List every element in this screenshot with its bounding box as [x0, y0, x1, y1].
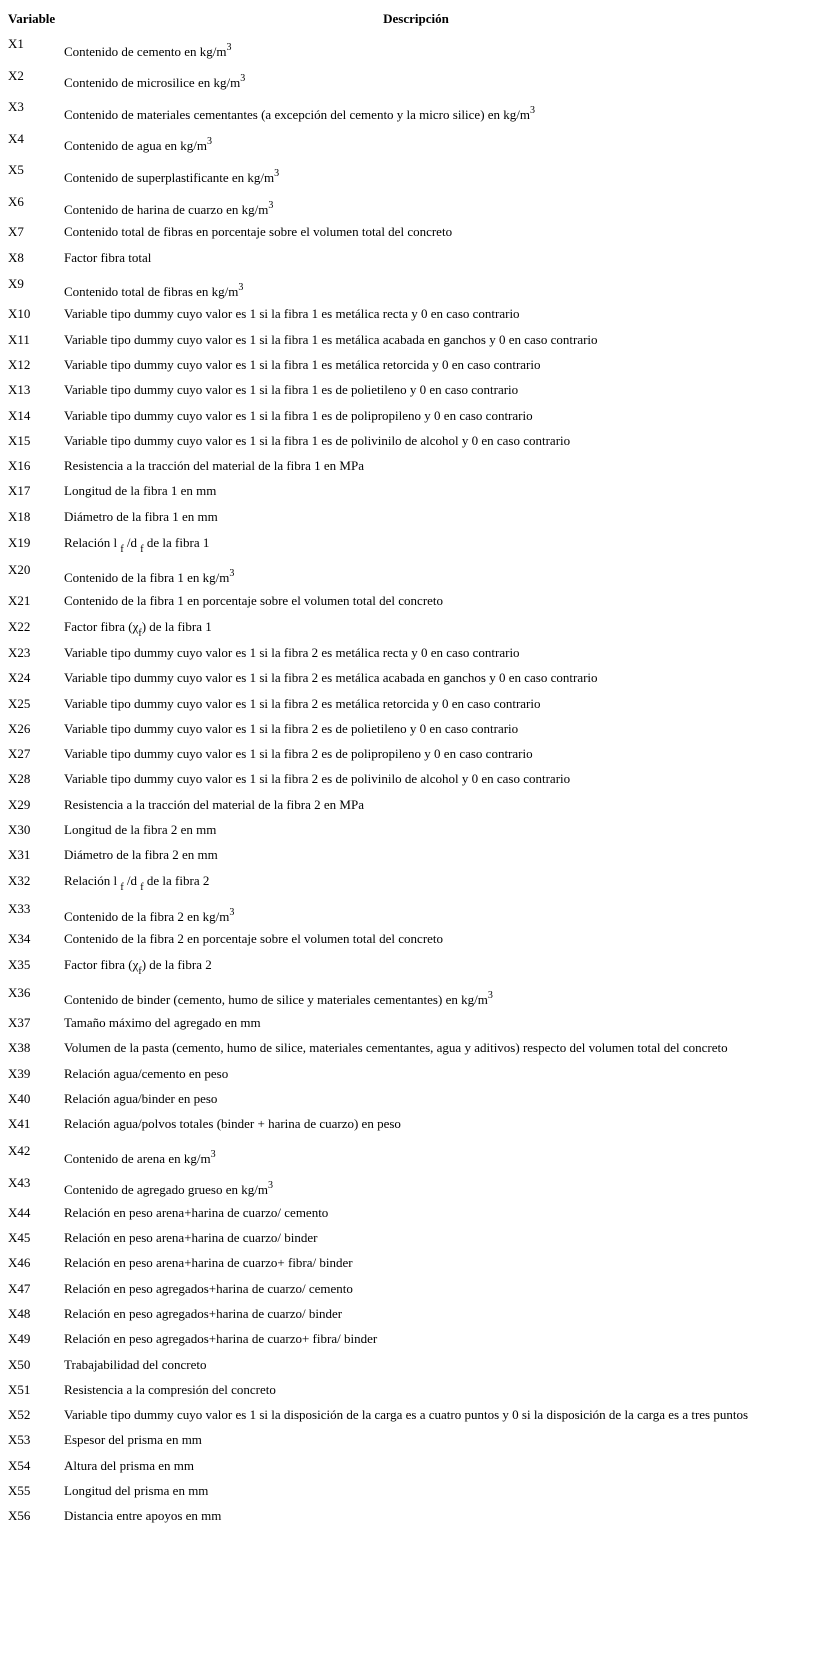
description-text: ) de la fibra 2 — [141, 957, 212, 973]
description-text: Variable tipo dummy cuyo valor es 1 si la fibra 2 es metálica retorcida y 0 en caso contrario — [64, 695, 541, 711]
description-cell — [64, 1306, 808, 1322]
description-cell — [64, 670, 808, 686]
table-row — [8, 1276, 808, 1301]
description-cell — [64, 1116, 808, 1132]
description-cell — [64, 1382, 808, 1398]
description-cell — [64, 41, 808, 60]
subscript: f — [120, 543, 124, 555]
variable-cell: X19 — [8, 534, 31, 550]
description-text: Variable tipo dummy cuyo valor es 1 si la fibra 1 es de polipropileno y 0 en caso contrario — [64, 407, 533, 423]
description-cell — [64, 1066, 808, 1082]
variable-cell: X30 — [8, 822, 31, 838]
variable-cell: X49 — [8, 1331, 31, 1347]
description-cell — [64, 873, 808, 894]
description-text: Relación en peso arena+harina de cuarzo/ cemento — [64, 1204, 329, 1220]
variable-cell: X25 — [8, 695, 31, 711]
table-row — [8, 1200, 808, 1225]
table-row — [8, 352, 808, 377]
description-text: Contenido de la fibra 2 en porcentaje sobre el volumen total del concreto — [64, 931, 444, 947]
table-row — [8, 125, 808, 157]
table-row — [8, 454, 808, 479]
table-row — [8, 1169, 808, 1201]
description-cell — [64, 224, 808, 240]
superscript: 3 — [267, 1180, 273, 1192]
table-row — [8, 1010, 808, 1035]
description-cell — [64, 534, 808, 555]
description-text: Contenido de microsilice en kg/m — [64, 75, 241, 91]
variable-cell: X21 — [8, 592, 31, 608]
variable-cell: X2 — [8, 67, 24, 83]
table-header — [8, 8, 808, 30]
table-row — [8, 895, 808, 927]
variable-cell: X10 — [8, 306, 31, 322]
table-row — [8, 613, 808, 640]
description-text: Distancia entre apoyos en mm — [64, 1508, 222, 1524]
table-row — [8, 1352, 808, 1377]
table-row — [8, 742, 808, 767]
variable-cell: X15 — [8, 432, 31, 448]
table-row — [8, 1478, 808, 1503]
table-row — [8, 1036, 808, 1061]
table-row — [8, 792, 808, 817]
description-cell — [64, 1255, 808, 1271]
superscript: 3 — [238, 281, 244, 293]
description-text: Contenido de superplastificante en kg/m — [64, 169, 275, 185]
description-cell — [64, 1148, 808, 1167]
variable-cell: X4 — [8, 130, 24, 146]
table-row — [8, 1403, 808, 1428]
table-row — [8, 30, 808, 62]
variable-cell: X50 — [8, 1356, 31, 1372]
description-text: Resistencia a la tracción del material de la fibra 1 en MPa — [64, 458, 364, 474]
variable-cell: X42 — [8, 1142, 31, 1158]
description-cell — [64, 1508, 808, 1524]
table-row — [8, 93, 808, 125]
table-row — [8, 1061, 808, 1086]
variable-cell: X29 — [8, 796, 31, 812]
table-row — [8, 270, 808, 302]
description-text: /d — [123, 534, 141, 550]
table-row — [8, 428, 808, 453]
description-cell — [64, 593, 808, 609]
variable-cell: X8 — [8, 249, 24, 265]
description-cell — [64, 199, 808, 218]
description-cell — [64, 408, 808, 424]
variable-cell: X47 — [8, 1280, 31, 1296]
description-text: Contenido de la fibra 2 en kg/m — [64, 908, 230, 924]
variable-cell: X35 — [8, 957, 31, 973]
description-cell — [64, 1281, 808, 1297]
superscript: 3 — [206, 136, 212, 148]
table-row — [8, 403, 808, 428]
description-text: Relación agua/cemento en peso — [64, 1065, 229, 1081]
description-text: /d — [123, 873, 141, 889]
table-row — [8, 378, 808, 403]
description-text: Relación en peso arena+harina de cuarzo+ fibra/ binder — [64, 1255, 353, 1271]
table-row — [8, 1301, 808, 1326]
variable-cell: X27 — [8, 746, 31, 762]
description-cell — [64, 104, 808, 123]
table-row — [8, 640, 808, 665]
description-cell — [64, 1015, 808, 1031]
table-row — [8, 716, 808, 741]
description-text: Variable tipo dummy cuyo valor es 1 si la fibra 2 es de polietileno y 0 en caso contrario — [64, 720, 519, 736]
superscript: 3 — [240, 73, 246, 85]
variable-cell: X11 — [8, 331, 30, 347]
table-row — [8, 188, 808, 220]
superscript: 3 — [229, 568, 235, 580]
description-text: Relación en peso agregados+harina de cuarzo+ fibra/ binder — [64, 1331, 378, 1347]
description-text: de la fibra 2 — [143, 873, 210, 889]
superscript: 3 — [229, 906, 235, 918]
variable-cell: X3 — [8, 99, 24, 115]
variables-table — [8, 8, 808, 1529]
description-cell — [64, 75, 808, 91]
description-cell — [64, 696, 808, 712]
description-cell — [64, 433, 808, 449]
description-text: Contenido de materiales cementantes (a excepción del cemento y la micro silice) en kg/m — [64, 106, 531, 122]
description-cell — [64, 1432, 808, 1448]
description-cell — [64, 1182, 808, 1198]
description-text: Contenido de la fibra 1 en kg/m — [64, 570, 230, 586]
subscript: f — [138, 966, 142, 978]
description-cell — [64, 847, 808, 863]
variable-cell: X23 — [8, 644, 31, 660]
description-text: Contenido total de fibras en porcentaje sobre el volumen total del concreto — [64, 224, 453, 240]
description-text: Espesor del prisma en mm — [64, 1432, 202, 1448]
description-cell — [64, 746, 808, 762]
description-cell — [64, 1040, 808, 1056]
variable-cell: X14 — [8, 407, 31, 423]
description-text: Variable tipo dummy cuyo valor es 1 si la fibra 1 es de polivinilo de alcohol y 0 en caso contrario — [64, 432, 571, 448]
description-cell — [64, 483, 808, 499]
header-variable: Variable — [8, 11, 56, 26]
subscript: f — [140, 543, 144, 555]
description-cell — [64, 797, 808, 813]
description-cell — [64, 306, 808, 322]
description-text: Volumen de la pasta (cemento, humo de silice, materiales cementantes, agua y aditivos) respecto del volumen total del concreto — [64, 1040, 728, 1056]
description-cell — [64, 1091, 808, 1107]
description-text: Relación en peso arena+harina de cuarzo/ binder — [64, 1230, 318, 1246]
table-row — [8, 1428, 808, 1453]
variable-cell: X36 — [8, 984, 31, 1000]
variable-cell: X32 — [8, 873, 31, 889]
description-text: de la fibra 1 — [143, 534, 210, 550]
description-text: Contenido de agua en kg/m — [64, 138, 207, 154]
table-row — [8, 1453, 808, 1478]
description-text: Relación en peso agregados+harina de cuarzo/ cemento — [64, 1280, 353, 1296]
description-cell — [64, 1483, 808, 1499]
table-row — [8, 156, 808, 188]
superscript: 3 — [226, 41, 232, 53]
description-text: Factor fibra (χ — [64, 957, 139, 973]
table-row — [8, 588, 808, 613]
table-row — [8, 504, 808, 529]
variable-cell: X7 — [8, 224, 24, 240]
description-text: Diámetro de la fibra 1 en mm — [64, 508, 218, 524]
description-cell — [64, 618, 808, 639]
table-row — [8, 327, 808, 352]
variable-cell: X48 — [8, 1305, 31, 1321]
table-row — [8, 927, 808, 952]
variable-cell: X13 — [8, 382, 31, 398]
superscript: 3 — [487, 990, 493, 1002]
description-text: Relación en peso agregados+harina de cuarzo/ binder — [64, 1305, 343, 1321]
superscript: 3 — [210, 1148, 216, 1160]
table-row — [8, 843, 808, 868]
description-text: Longitud del prisma en mm — [64, 1483, 209, 1499]
description-text: Trabajabilidad del concreto — [64, 1356, 207, 1372]
variable-cell: X34 — [8, 931, 31, 947]
description-cell — [64, 1357, 808, 1373]
description-text: Variable tipo dummy cuyo valor es 1 si la fibra 2 es de polipropileno y 0 en caso contrario — [64, 746, 533, 762]
description-text: Variable tipo dummy cuyo valor es 1 si la fibra 2 es metálica acabada en ganchos y 0 en caso contrario — [64, 670, 598, 686]
superscript: 3 — [274, 167, 280, 179]
variable-cell: X20 — [8, 562, 31, 578]
description-text: Relación l — [64, 873, 121, 889]
variable-cell: X26 — [8, 720, 31, 736]
variable-cell: X39 — [8, 1065, 31, 1081]
description-cell — [64, 332, 808, 348]
table-row — [8, 868, 808, 895]
table-row — [8, 1086, 808, 1111]
table-row — [8, 1327, 808, 1352]
table-row — [8, 666, 808, 691]
variable-cell: X41 — [8, 1116, 31, 1132]
variable-cell: X38 — [8, 1040, 31, 1056]
variable-cell: X24 — [8, 670, 31, 686]
description-cell — [64, 1458, 808, 1474]
table-row — [8, 691, 808, 716]
description-text: Variable tipo dummy cuyo valor es 1 si la fibra 2 es de polivinilo de alcohol y 0 en caso contrario — [64, 771, 571, 787]
subscript: f — [140, 882, 144, 894]
description-text: Variable tipo dummy cuyo valor es 1 si la disposición de la carga es a cuatro puntos y 0 si la disposición de la carga es a tres puntos — [64, 1407, 749, 1423]
description-cell — [64, 357, 808, 373]
description-text: Relación agua/polvos totales (binder + harina de cuarzo) en peso — [64, 1116, 401, 1132]
description-text: ) de la fibra 1 — [141, 618, 212, 634]
table-row — [8, 979, 808, 1011]
description-text: Contenido de cemento en kg/m — [64, 43, 227, 59]
variable-cell: X12 — [8, 356, 31, 372]
variable-cell: X56 — [8, 1508, 31, 1524]
variable-cell: X52 — [8, 1407, 31, 1423]
variable-cell: X43 — [8, 1174, 31, 1190]
description-cell — [64, 931, 808, 947]
table-row — [8, 302, 808, 327]
description-text: Variable tipo dummy cuyo valor es 1 si la fibra 1 es metálica retorcida y 0 en caso contrario — [64, 356, 541, 372]
table-row — [8, 220, 808, 245]
description-text: Relación agua/binder en peso — [64, 1091, 218, 1106]
table-row — [8, 952, 808, 979]
description-cell — [64, 509, 808, 525]
description-cell — [64, 1407, 808, 1423]
superscript: 3 — [530, 104, 536, 116]
table-row — [8, 767, 808, 792]
table-row — [8, 1225, 808, 1250]
description-cell — [64, 1205, 808, 1221]
description-cell — [64, 458, 808, 474]
variable-cell: X40 — [8, 1091, 31, 1106]
table-row — [8, 1377, 808, 1402]
description-text: Variable tipo dummy cuyo valor es 1 si la fibra 1 es metálica acabada en ganchos y 0 en caso contrario — [64, 331, 598, 347]
description-text: Tamaño máximo del agregado en mm — [64, 1015, 261, 1031]
description-cell — [64, 957, 808, 978]
table-row — [8, 1137, 808, 1169]
description-cell — [64, 992, 808, 1008]
description-text: Diámetro de la fibra 2 en mm — [64, 847, 218, 863]
variable-cell: X18 — [8, 508, 31, 524]
table-row — [8, 62, 808, 94]
subscript: f — [138, 627, 142, 639]
description-text: Variable tipo dummy cuyo valor es 1 si la fibra 2 es metálica recta y 0 en caso contrario — [64, 644, 520, 660]
table-body — [8, 30, 808, 1529]
variable-cell: X45 — [8, 1230, 31, 1246]
description-text: Contenido total de fibras en kg/m — [64, 283, 239, 299]
description-cell — [64, 645, 808, 661]
variable-cell: X6 — [8, 193, 24, 209]
description-text: Relación l — [64, 534, 121, 550]
description-cell — [64, 906, 808, 925]
description-cell — [64, 822, 808, 838]
variable-cell: X33 — [8, 900, 31, 916]
variable-cell: X51 — [8, 1381, 31, 1397]
variable-cell: X55 — [8, 1483, 31, 1499]
description-text: Contenido de arena en kg/m — [64, 1150, 211, 1166]
description-cell — [64, 382, 808, 398]
description-text: Contenido de harina de cuarzo en kg/m — [64, 201, 269, 217]
description-cell — [64, 250, 808, 266]
variable-cell: X1 — [8, 36, 24, 51]
description-cell — [64, 281, 808, 300]
variable-cell: X17 — [8, 483, 31, 499]
description-text: Contenido de binder (cemento, humo de silice y materiales cementantes) en kg/m — [64, 992, 488, 1008]
description-text: Variable tipo dummy cuyo valor es 1 si la fibra 1 es de polietileno y 0 en caso contrario — [64, 382, 519, 398]
description-cell — [64, 1331, 808, 1347]
description-text: Contenido de la fibra 1 en porcentaje sobre el volumen total del concreto — [64, 592, 444, 608]
variable-cell: X46 — [8, 1255, 31, 1271]
variable-cell: X22 — [8, 618, 31, 634]
table-row — [8, 245, 808, 270]
description-text: Longitud de la fibra 1 en mm — [64, 483, 217, 499]
variable-cell: X37 — [8, 1015, 31, 1031]
header-description: Descripción — [383, 11, 449, 26]
description-cell — [64, 721, 808, 737]
variable-cell: X9 — [8, 276, 24, 292]
description-cell — [64, 771, 808, 787]
description-text: Contenido de agregado grueso en kg/m — [64, 1182, 268, 1198]
variable-cell: X28 — [8, 771, 31, 787]
table-row — [8, 479, 808, 504]
description-text: Resistencia a la tracción del material de la fibra 2 en MPa — [64, 796, 364, 812]
description-cell — [64, 570, 808, 586]
table-row — [8, 529, 808, 556]
variable-cell: X44 — [8, 1204, 31, 1220]
subscript: f — [120, 882, 124, 894]
variable-cell: X31 — [8, 847, 31, 863]
table-row — [8, 556, 808, 588]
description-text: Factor fibra total — [64, 249, 152, 265]
description-cell — [64, 167, 808, 186]
description-text: Resistencia a la compresión del concreto — [64, 1381, 276, 1397]
variable-cell: X5 — [8, 162, 24, 178]
description-cell — [64, 138, 808, 154]
variable-cell: X53 — [8, 1432, 31, 1448]
table-row — [8, 1251, 808, 1276]
table-row — [8, 817, 808, 842]
description-cell — [64, 1230, 808, 1246]
description-text: Factor fibra (χ — [64, 618, 139, 634]
table-row — [8, 1504, 808, 1529]
variable-cell: X54 — [8, 1457, 31, 1473]
description-text: Longitud de la fibra 2 en mm — [64, 822, 217, 838]
description-text: Altura del prisma en mm — [64, 1457, 194, 1473]
superscript: 3 — [268, 199, 274, 211]
table-row — [8, 1112, 808, 1137]
variable-cell: X16 — [8, 458, 31, 474]
description-text: Variable tipo dummy cuyo valor es 1 si la fibra 1 es metálica recta y 0 en caso contrario — [64, 306, 520, 322]
